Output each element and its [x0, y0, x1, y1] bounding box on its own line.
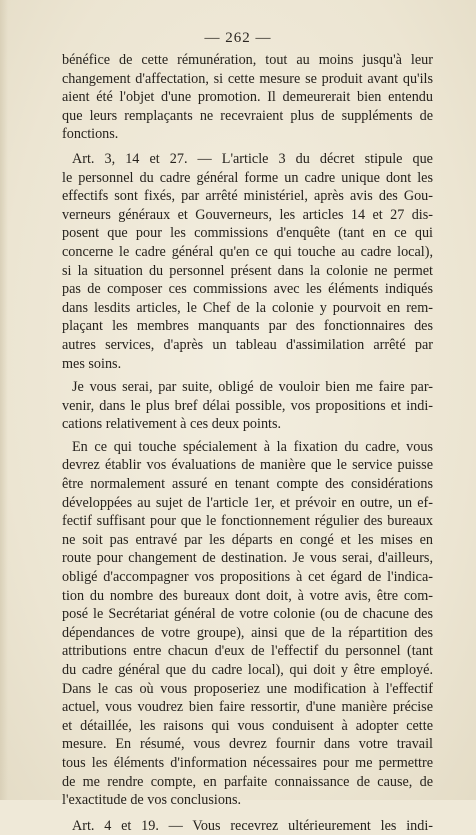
text-line: bénéfice de cette rémunération, tout au moins jusqu'à leur: [62, 52, 433, 68]
document-body: [62, 51, 433, 835]
text-line: obligé d'accompagner vos propositions à cet égard de l'indica-: [62, 569, 433, 586]
text-line: et détaillée, les raisons qui vous conduisent à adopter cette: [62, 717, 433, 734]
text-line: aient été l'objet d'une promotion. Il demeurerait bien entendu: [62, 89, 433, 106]
paragraph-remuneration: [62, 51, 433, 144]
text-line: ne soit pas entravé par les départs en congé et les mises en: [62, 531, 433, 548]
text-line: route pour changement de destination. Je vous serai, d'ailleurs,: [62, 550, 433, 567]
text-line: si la situation du personnel présent dans la colonie ne permet: [62, 262, 433, 279]
text-line: pas de composer ces commissions avec les éléments indiqués: [62, 281, 433, 298]
text-line: être normalement assuré en tenant compte des considérations: [62, 476, 433, 493]
text-line: plaçant les membres manquants par des fonctionnaires des: [62, 318, 433, 335]
text-line: actuel, vous voudrez bien faire ressortir, d'une manière précise: [62, 699, 433, 716]
text-line: verneurs généraux et Gouverneurs, les articles 14 et 27 dis-: [62, 206, 433, 223]
page-edge-shadow: [0, 0, 8, 800]
text-line: du cadre général que du cadre local), qui doit y être employé.: [62, 662, 433, 678]
text-line: autres services, d'après un tableau d'assimilation arrêté par: [62, 336, 433, 353]
text-line: que leurs remplaçants ne recevraient plus de suppléments de: [62, 107, 433, 124]
text-line: Je vous serai, par suite, obligé de vouloir bien me faire par-: [72, 379, 433, 396]
text-line: développées au sujet de l'article 1er, et prévoir en outre, un ef-: [62, 494, 433, 511]
text-line: attributions entre chacun d'eux de l'effectif du personnel (tant: [62, 643, 433, 660]
text-line: tion du nombre des bureaux dont doit, à votre avis, être com-: [62, 587, 433, 604]
text-line: dépendances de votre groupe), ainsi que de la répartition des: [62, 624, 433, 641]
text-line: fectif suffisant pour que le fonctionnement régulier des bureaux: [62, 513, 433, 530]
text-line: effectifs sont fixés, par arrêté ministériel, après avis des Gou-: [62, 188, 433, 205]
text-line: Art. 4 et 19. — Vous recevrez ultérieurement les indi-: [72, 817, 433, 834]
text-line: Dans le cas où vous proposeriez une modification à l'effectif: [62, 680, 433, 697]
text-line: de me rendre compte, en parfaite connaissance de cause, de: [62, 773, 433, 790]
text-line: En ce qui touche spécialement à la fixation du cadre, vous: [72, 438, 433, 455]
text-line: concerne le cadre général qu'en ce qui touche au cadre local),: [62, 243, 433, 260]
text-line: mes soins.: [62, 355, 122, 372]
text-line: changement d'affectation, si cette mesure se produit avant qu'ils: [62, 70, 433, 87]
text-line: dans lesdits articles, le Chef de la colonie y pourvoit en rem-: [62, 299, 433, 316]
text-line: l'exactitude de vos conclusions.: [62, 792, 242, 809]
text-line: venir, dans le plus bref délai possible, vos propositions et indi-: [62, 397, 433, 414]
text-line: mesure. En résumé, vous devrez fournir dans votre travail: [62, 736, 433, 753]
text-line: posent que pour les commissions d'enquête (tant en ce qui: [62, 225, 433, 242]
text-line: le personnel du cadre général forme un cadre unique dont les: [62, 169, 433, 186]
paragraph-articles-4-19: [62, 817, 433, 835]
text-line: tous les éléments d'information nécessaires pour me permettre: [62, 754, 433, 771]
text-line: cations relativement à ces deux points.: [62, 416, 282, 433]
text-line: Art. 3, 14 et 27. — L'article 3 du décret stipule que: [72, 150, 433, 167]
paragraph-fixation-cadre: [62, 438, 433, 810]
text-line: fonctions.: [62, 126, 119, 143]
text-line: posé le Secrétariat général de votre colonie (ou de chacune des: [62, 606, 433, 623]
text-line: devrez établir vos évaluations de manière que le service puisse: [62, 457, 433, 474]
paragraph-propositions: [62, 378, 433, 434]
page-number: — 262 —: [204, 30, 272, 46]
paragraph-articles-3-14-27: [62, 150, 433, 373]
